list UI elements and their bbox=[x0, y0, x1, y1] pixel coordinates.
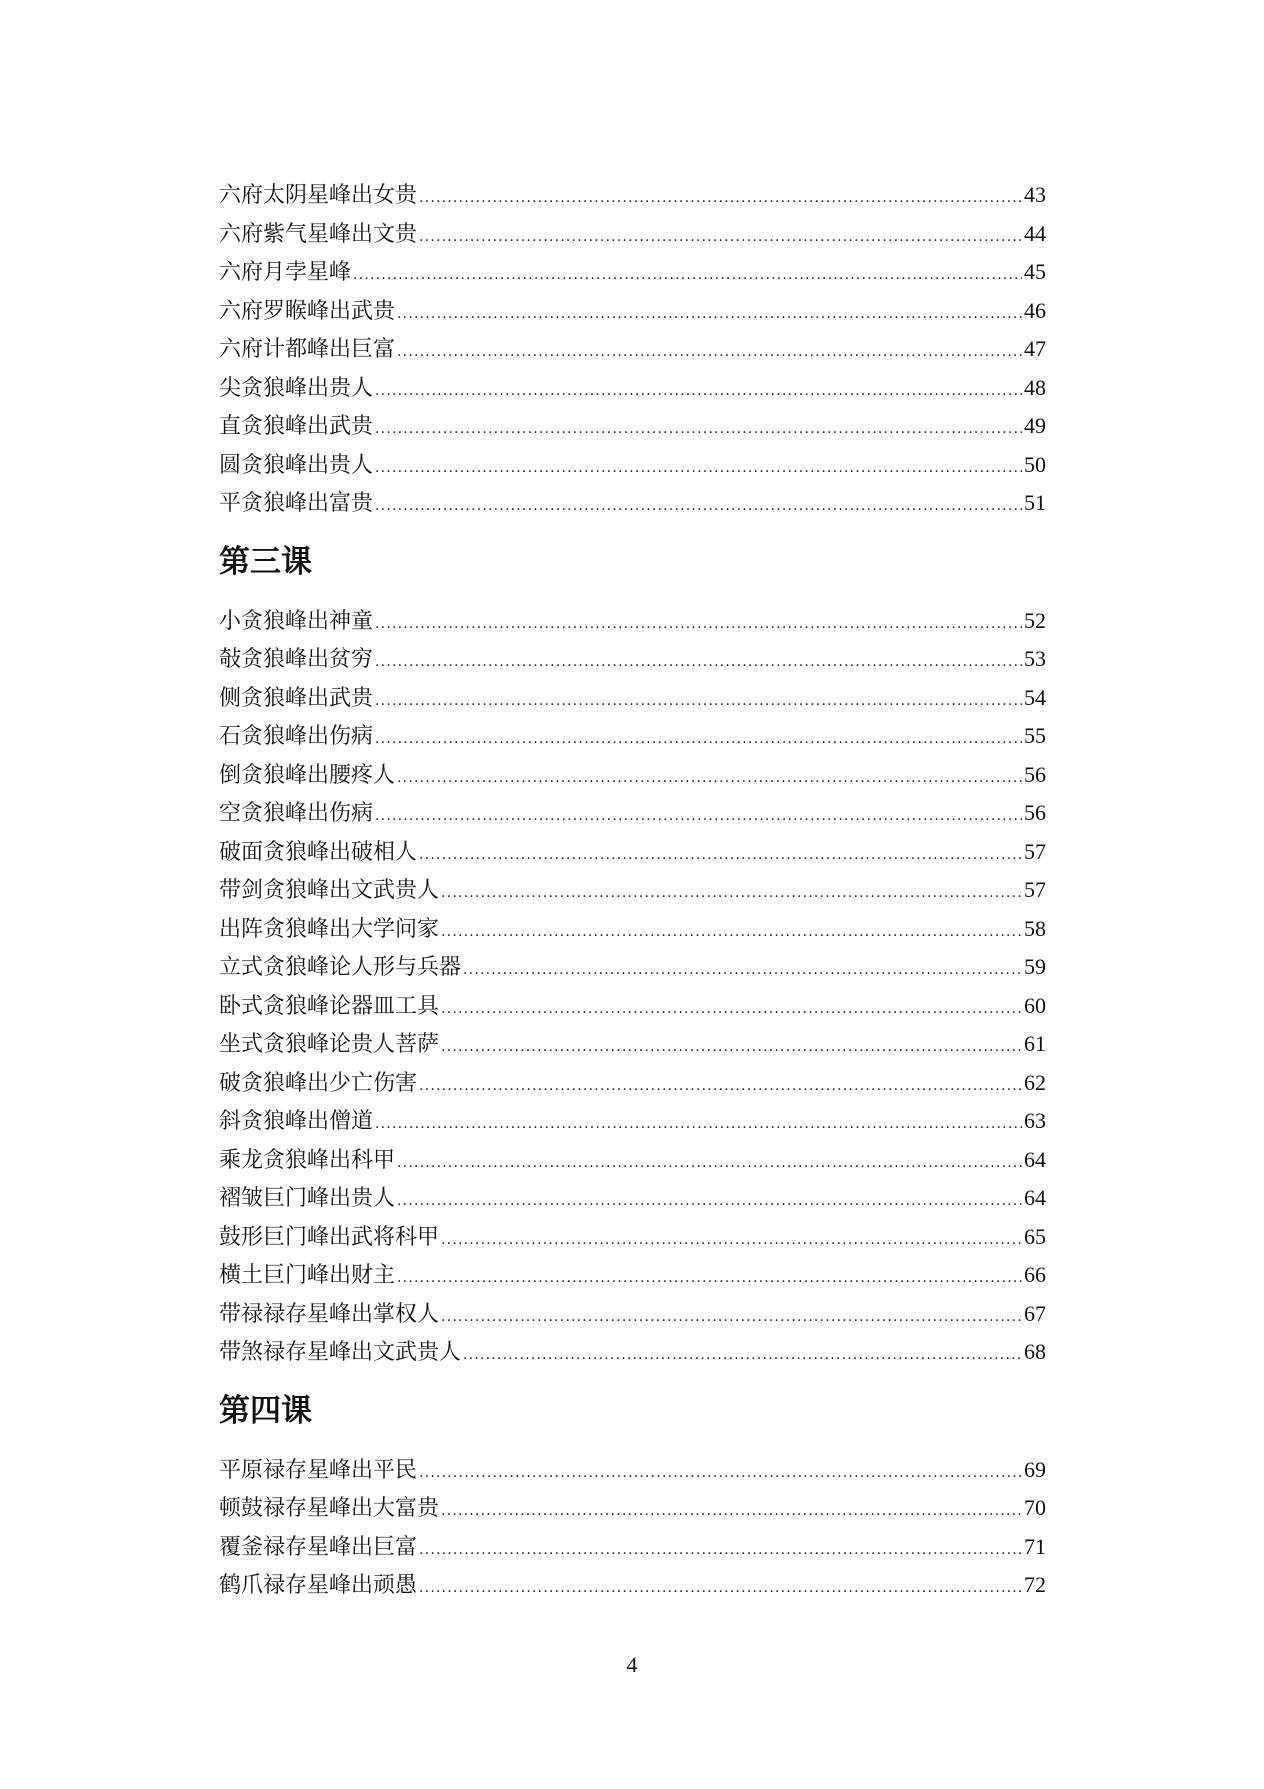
table-of-contents bbox=[219, 176, 1046, 1605]
dot-leader bbox=[375, 1105, 1022, 1144]
toc-entry[interactable] bbox=[219, 1218, 1046, 1257]
toc-entry-page: 64 bbox=[1024, 1146, 1046, 1172]
toc-entry[interactable] bbox=[219, 407, 1046, 446]
toc-entry-page: 69 bbox=[1024, 1456, 1046, 1482]
toc-entry[interactable] bbox=[219, 253, 1046, 292]
toc-entry-page: 52 bbox=[1024, 607, 1046, 633]
toc-entry-title: 敧贪狼峰出贫穷 bbox=[219, 647, 374, 672]
dot-leader bbox=[441, 1221, 1022, 1260]
toc-entry-title: 直贪狼峰出武贵 bbox=[219, 414, 374, 439]
toc-entry[interactable] bbox=[219, 1566, 1046, 1605]
toc-entry[interactable] bbox=[219, 176, 1046, 215]
toc-entry[interactable] bbox=[219, 1489, 1046, 1528]
toc-entry-title: 覆釜禄存星峰出巨富 bbox=[219, 1534, 418, 1560]
toc-entry[interactable] bbox=[219, 717, 1046, 756]
toc-entry[interactable] bbox=[219, 1179, 1046, 1218]
toc-entry-title: 带剑贪狼峰出文武贵人 bbox=[219, 878, 440, 903]
toc-entry-title: 六府罗睺峰出武贵 bbox=[219, 298, 396, 324]
toc-entry-page: 64 bbox=[1024, 1185, 1046, 1210]
toc-entry[interactable] bbox=[219, 948, 1046, 987]
toc-entry-page: 51 bbox=[1024, 490, 1046, 515]
toc-entry[interactable] bbox=[219, 794, 1046, 833]
toc-entry-title: 顿鼓禄存星峰出大富贵 bbox=[219, 1496, 440, 1521]
toc-entry-title: 卧式贪狼峰论器皿工具 bbox=[219, 993, 440, 1019]
dot-leader bbox=[441, 1028, 1022, 1067]
toc-entry[interactable] bbox=[219, 833, 1046, 872]
toc-entry-page: 57 bbox=[1024, 838, 1046, 864]
dot-leader bbox=[397, 1259, 1022, 1298]
toc-entry[interactable] bbox=[219, 1451, 1046, 1490]
toc-entry-title: 横土巨门峰出财主 bbox=[219, 1263, 396, 1288]
toc-entry-page: 49 bbox=[1024, 413, 1046, 438]
section-heading: 第四课 bbox=[219, 1392, 312, 1429]
toc-entry-page: 57 bbox=[1024, 877, 1046, 902]
dot-leader bbox=[375, 797, 1022, 836]
dot-leader bbox=[419, 218, 1022, 257]
toc-entry-title: 出阵贪狼峰出大学问家 bbox=[219, 916, 440, 942]
toc-entry[interactable] bbox=[219, 1295, 1046, 1334]
page-number: 4 bbox=[626, 1652, 638, 1677]
dot-leader bbox=[463, 951, 1022, 990]
toc-entry-page: 60 bbox=[1024, 992, 1046, 1018]
toc-entry-title: 带煞禄存星峰出文武贵人 bbox=[219, 1340, 462, 1365]
toc-entry-page: 59 bbox=[1024, 954, 1046, 979]
toc-entry[interactable] bbox=[219, 679, 1046, 718]
toc-entry[interactable] bbox=[219, 602, 1046, 641]
toc-entry-page: 68 bbox=[1024, 1339, 1046, 1364]
toc-entry[interactable] bbox=[219, 330, 1046, 369]
toc-entry-title: 六府月孛星峰 bbox=[219, 260, 352, 285]
toc-entry-page: 46 bbox=[1024, 297, 1046, 323]
toc-entry-page: 56 bbox=[1024, 761, 1046, 787]
toc-entry-title: 带禄禄存星峰出掌权人 bbox=[219, 1301, 440, 1327]
toc-entry[interactable] bbox=[219, 1256, 1046, 1295]
dot-leader bbox=[375, 372, 1022, 411]
toc-entry-page: 50 bbox=[1024, 451, 1046, 477]
toc-entry-title: 石贪狼峰出伤病 bbox=[219, 724, 374, 749]
dot-leader bbox=[375, 410, 1022, 449]
dot-leader bbox=[441, 990, 1022, 1029]
toc-entry[interactable] bbox=[219, 871, 1046, 910]
dot-leader bbox=[375, 449, 1022, 488]
dot-leader bbox=[419, 1569, 1022, 1608]
dot-leader bbox=[375, 682, 1022, 721]
dot-leader bbox=[375, 643, 1022, 682]
toc-entry[interactable] bbox=[219, 446, 1046, 485]
toc-entry-page: 71 bbox=[1024, 1533, 1046, 1559]
toc-entry-title: 圆贪狼峰出贵人 bbox=[219, 452, 374, 478]
toc-entry-title: 平原禄存星峰出平民 bbox=[219, 1457, 418, 1483]
toc-entry-page: 63 bbox=[1024, 1108, 1046, 1133]
toc-entry[interactable] bbox=[219, 1333, 1046, 1372]
toc-entry-title: 褶皱巨门峰出贵人 bbox=[219, 1186, 396, 1211]
toc-entry-page: 72 bbox=[1024, 1572, 1046, 1597]
toc-entry[interactable] bbox=[219, 1528, 1046, 1567]
toc-entry[interactable] bbox=[219, 640, 1046, 679]
dot-leader bbox=[419, 1454, 1022, 1493]
toc-entry-title: 六府紫气星峰出文贵 bbox=[219, 221, 418, 247]
dot-leader bbox=[441, 1492, 1022, 1531]
section-heading: 第三课 bbox=[219, 543, 312, 580]
toc-entry[interactable] bbox=[219, 484, 1046, 523]
toc-entry-title: 破贪狼峰出少亡伤害 bbox=[219, 1070, 418, 1096]
toc-entry-title: 坐式贪狼峰论贵人菩萨 bbox=[219, 1032, 440, 1057]
toc-entry-title: 空贪狼峰出伤病 bbox=[219, 801, 374, 826]
dot-leader bbox=[441, 1298, 1022, 1337]
toc-entry-title: 鼓形巨门峰出武将科甲 bbox=[219, 1224, 440, 1250]
dot-leader bbox=[397, 1144, 1022, 1183]
toc-entry-title: 乘龙贪狼峰出科甲 bbox=[219, 1147, 396, 1173]
toc-entry[interactable] bbox=[219, 1102, 1046, 1141]
dot-leader bbox=[397, 295, 1022, 334]
toc-entry[interactable] bbox=[219, 292, 1046, 331]
dot-leader bbox=[441, 874, 1022, 913]
toc-entry-title: 斜贪狼峰出僧道 bbox=[219, 1109, 374, 1134]
toc-entry-title: 倒贪狼峰出腰疼人 bbox=[219, 762, 396, 788]
toc-entry[interactable] bbox=[219, 756, 1046, 795]
toc-entry-title: 鹤爪禄存星峰出顽愚 bbox=[219, 1573, 418, 1598]
dot-leader bbox=[353, 256, 1022, 295]
toc-entry-title: 六府太阴星峰出女贵 bbox=[219, 183, 418, 208]
toc-entry-page: 47 bbox=[1024, 336, 1046, 361]
toc-entry-page: 67 bbox=[1024, 1300, 1046, 1326]
toc-entry-page: 66 bbox=[1024, 1262, 1046, 1287]
dot-leader bbox=[397, 759, 1022, 798]
toc-entry[interactable] bbox=[219, 369, 1046, 408]
toc-entry-page: 43 bbox=[1024, 182, 1046, 207]
toc-entry-title: 侧贪狼峰出武贵 bbox=[219, 685, 374, 711]
toc-entry-title: 破面贪狼峰出破相人 bbox=[219, 839, 418, 865]
toc-entry-page: 55 bbox=[1024, 723, 1046, 748]
toc-entry[interactable] bbox=[219, 987, 1046, 1026]
dot-leader bbox=[463, 1336, 1022, 1375]
toc-entry-page: 61 bbox=[1024, 1031, 1046, 1056]
toc-entry[interactable] bbox=[219, 1141, 1046, 1180]
toc-entry[interactable] bbox=[219, 1064, 1046, 1103]
dot-leader bbox=[375, 487, 1022, 526]
toc-entry-page: 70 bbox=[1024, 1495, 1046, 1520]
toc-entry-page: 58 bbox=[1024, 915, 1046, 941]
toc-entry-page: 53 bbox=[1024, 646, 1046, 671]
toc-entry-page: 56 bbox=[1024, 800, 1046, 825]
dot-leader bbox=[419, 836, 1022, 875]
toc-entry-title: 小贪狼峰出神童 bbox=[219, 608, 374, 634]
toc-entry[interactable] bbox=[219, 910, 1046, 949]
dot-leader bbox=[441, 913, 1022, 952]
dot-leader bbox=[397, 1182, 1022, 1221]
toc-entry[interactable] bbox=[219, 1025, 1046, 1064]
dot-leader bbox=[419, 1067, 1022, 1106]
dot-leader bbox=[375, 605, 1022, 644]
toc-entry-title: 平贪狼峰出富贵 bbox=[219, 491, 374, 516]
toc-entry-page: 54 bbox=[1024, 684, 1046, 710]
toc-entry-title: 尖贪狼峰出贵人 bbox=[219, 375, 374, 401]
toc-entry-page: 48 bbox=[1024, 374, 1046, 400]
toc-entry-page: 62 bbox=[1024, 1069, 1046, 1095]
toc-entry-page: 44 bbox=[1024, 220, 1046, 246]
toc-entry-title: 立式贪狼峰论人形与兵器 bbox=[219, 955, 462, 980]
dot-leader bbox=[419, 1531, 1022, 1570]
dot-leader bbox=[397, 333, 1022, 372]
dot-leader bbox=[375, 720, 1022, 759]
toc-entry-title: 六府计都峰出巨富 bbox=[219, 337, 396, 362]
toc-entry[interactable] bbox=[219, 215, 1046, 254]
toc-entry-page: 65 bbox=[1024, 1223, 1046, 1249]
toc-entry-page: 45 bbox=[1024, 259, 1046, 284]
dot-leader bbox=[419, 179, 1022, 218]
